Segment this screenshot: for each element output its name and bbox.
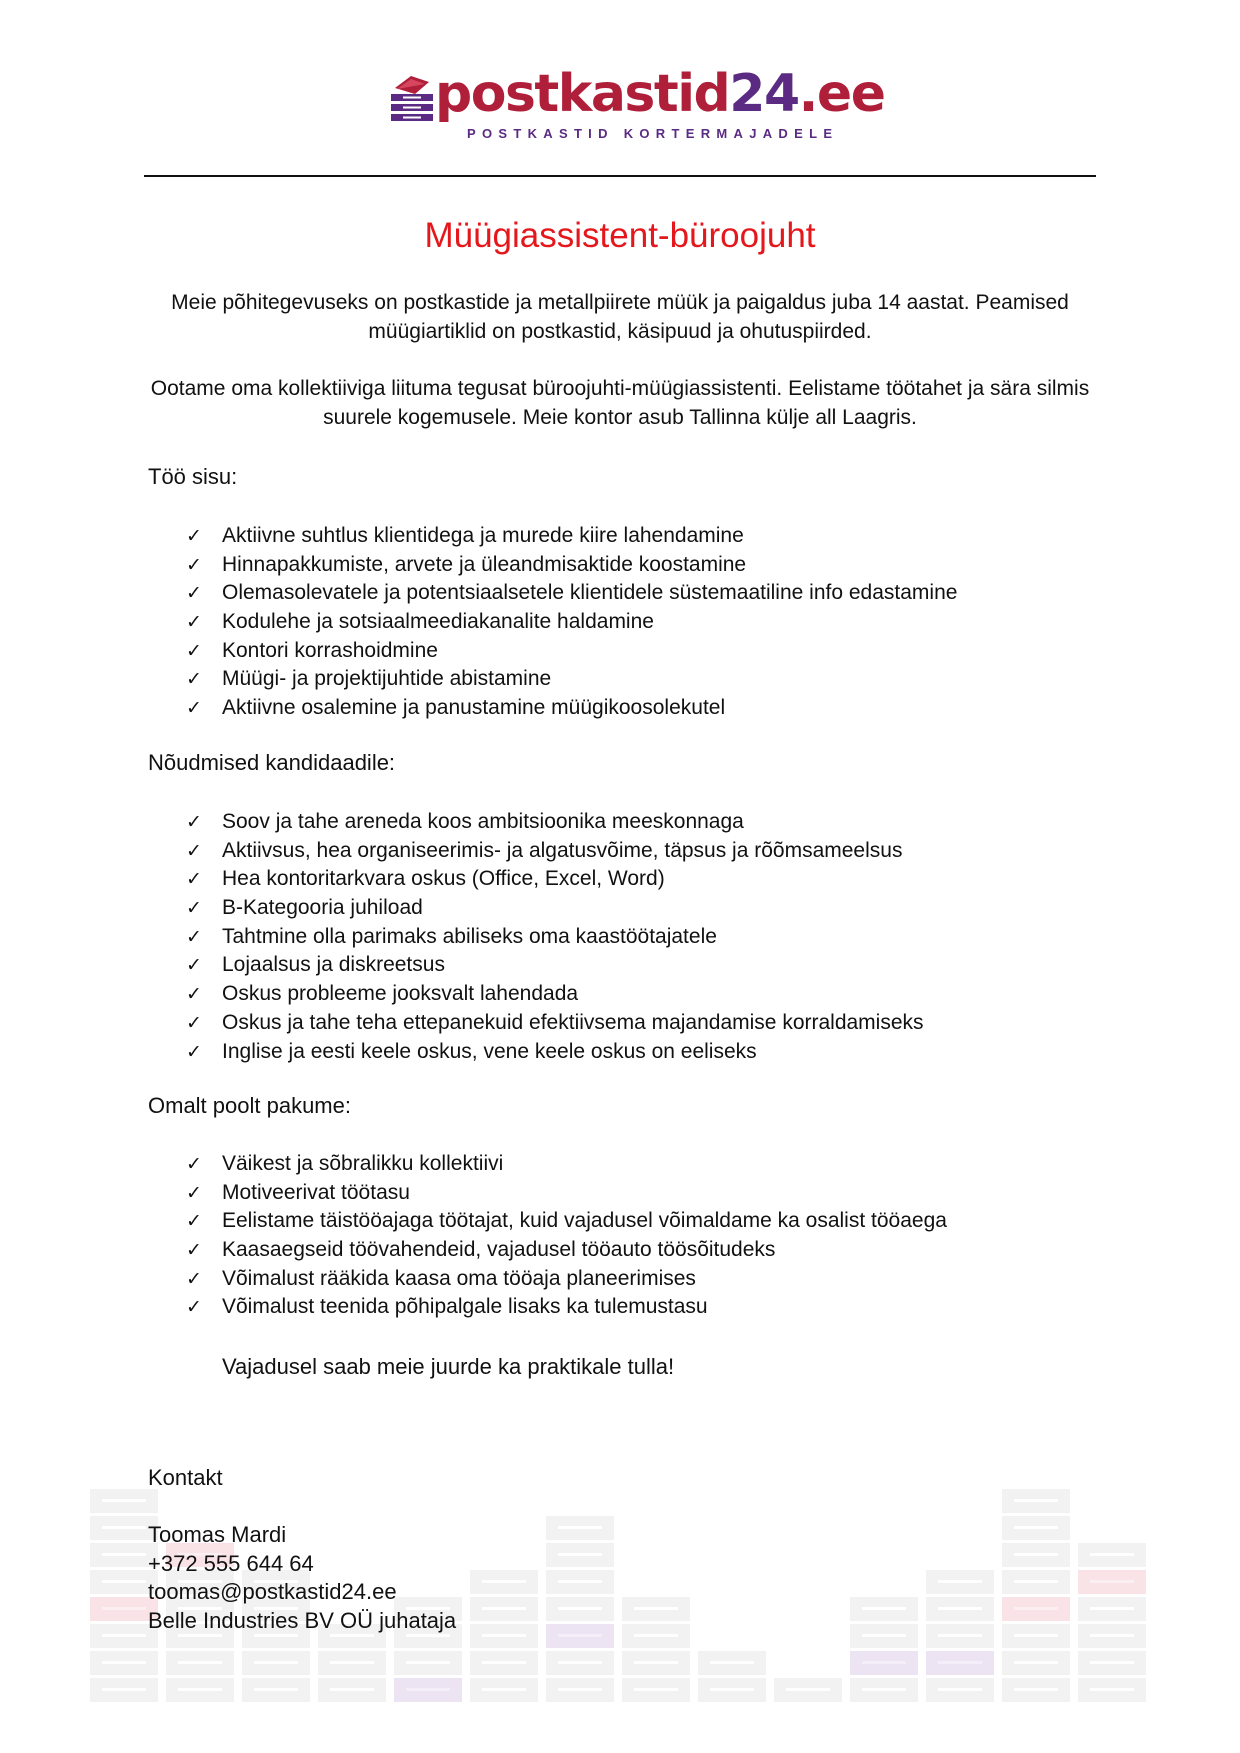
- checkmark-icon: ✓: [186, 582, 202, 605]
- list-item: [186, 1265, 947, 1294]
- list-item-text: Eelistame täistööajaga töötajat, kuid vajadusel võimaldame ka osalist tööaega: [222, 1209, 947, 1233]
- list-item-text: Motiveerivat töötasu: [222, 1180, 410, 1204]
- job-title: Müügiassistent-büroojuht: [424, 216, 816, 255]
- list-item: [186, 980, 924, 1009]
- checkmark-icon: ✓: [186, 697, 202, 720]
- list-item-text: Aktiivsus, hea organiseerimis- ja algatusvõime, täpsus ja rõõmsameelsus: [222, 838, 903, 862]
- list-item-text: Tahtmine olla parimaks abiliseks oma kaastöötajatele: [222, 924, 717, 948]
- list-item-text: Oskus ja tahe teha ettepanekuid efektiivsema majandamise korraldamiseks: [222, 1010, 924, 1034]
- contact-name: Toomas Mardi: [148, 1522, 287, 1547]
- list-item: [186, 951, 924, 980]
- intro-paragraph-company: Meie põhitegevuseks on postkastide ja metallpiirete müük ja paigaldus juba 14 aastat. Peamised müügiartiklid on postkastid, käsipuud ja ohutuspiirded.: [171, 291, 1069, 343]
- list-item: [186, 665, 957, 694]
- duties-list: [186, 522, 957, 723]
- practice-note: Vajadusel saab meie juurde ka praktikale tulla!: [222, 1354, 675, 1379]
- list-item: [186, 1207, 947, 1236]
- list-item-text: B-Kategooria juhiload: [222, 896, 423, 920]
- logo-brand-tld: .ee: [798, 64, 885, 124]
- list-item: [186, 694, 957, 723]
- list-item-text: Kodulehe ja sotsiaalmeediakanalite haldamine: [222, 610, 654, 634]
- checkmark-icon: ✓: [186, 954, 202, 977]
- logo-brand-prefix: postkastid: [435, 64, 730, 124]
- section-heading-requirements: Nõudmised kandidaadile:: [148, 750, 396, 775]
- contact-role: Belle Industries BV OÜ juhataja: [148, 1607, 457, 1633]
- list-item: [186, 894, 924, 923]
- checkmark-icon: ✓: [186, 1153, 202, 1175]
- list-item: [186, 923, 924, 952]
- contact-spacer: [148, 1493, 456, 1522]
- list-item: [186, 608, 957, 637]
- list-item-text: Võimalust teenida põhipalgale lisaks ka tulemustasu: [222, 1295, 708, 1319]
- checkmark-icon: ✓: [186, 1239, 202, 1262]
- logo-tagline: POSTKASTID KORTERMAJADELE: [467, 126, 839, 141]
- list-item: [186, 1236, 947, 1265]
- list-item-text: Inglise ja eesti keele oskus, vene keele oskus on eeliseks: [222, 1039, 757, 1063]
- requirements-list: [186, 808, 924, 1066]
- list-item: [186, 637, 957, 666]
- list-item: [186, 1293, 947, 1322]
- list-item-text: Lojaalsus ja diskreetsus: [222, 953, 445, 977]
- list-item-text: Aktiivne osalemine ja panustamine müügikoosolekutel: [222, 696, 726, 720]
- checkmark-icon: ✓: [186, 639, 202, 662]
- list-item: [186, 837, 924, 866]
- checkmark-icon: ✓: [186, 1210, 202, 1233]
- list-item: [186, 808, 924, 837]
- checkmark-icon: ✓: [186, 1181, 202, 1204]
- checkmark-icon: ✓: [186, 1267, 202, 1290]
- list-item-text: Soov ja tahe areneda koos ambitsioonika meeskonnaga: [222, 810, 744, 833]
- list-item: [186, 579, 957, 608]
- checkmark-icon: ✓: [186, 811, 202, 833]
- checkmark-icon: ✓: [186, 1011, 202, 1034]
- list-item-text: Müügi- ja projektijuhtide abistamine: [222, 667, 552, 691]
- checkmark-icon: ✓: [186, 868, 202, 891]
- offer-list: [186, 1150, 947, 1322]
- checkmark-icon: ✓: [186, 668, 202, 691]
- intro-paragraph-offer: Ootame oma kollektiiviga liituma tegusat büroojuhti-müügiassistenti. Eelistame töötahet ja sära silmis suurele kogemusele. Meie kontor asub Tallinna külje all Laagris.: [150, 377, 1090, 429]
- list-item: [186, 1009, 924, 1038]
- checkmark-icon: ✓: [186, 611, 202, 634]
- list-item: [186, 522, 957, 551]
- list-item-text: Hea kontoritarkvara oskus (Office, Excel, Word): [222, 867, 665, 891]
- list-item-text: Võimalust rääkida kaasa oma tööaja planeerimises: [222, 1266, 696, 1290]
- mailbox-stack-icon: [391, 72, 433, 128]
- section-heading-duties: Töö sisu:: [148, 464, 238, 489]
- contact-block: [148, 1464, 456, 1635]
- contact-email[interactable]: toomas@postkastid24.ee: [148, 1579, 397, 1604]
- checkmark-icon: ✓: [186, 925, 202, 948]
- list-item-text: Hinnapakkumiste, arvete ja üleandmisaktide koostamine: [222, 552, 747, 576]
- logo-wordmark: [435, 60, 884, 128]
- list-item-text: Kontori korrashoidmine: [222, 638, 438, 662]
- checkmark-icon: ✓: [186, 1296, 202, 1319]
- checkmark-icon: ✓: [186, 1040, 202, 1063]
- company-logo: [391, 64, 885, 146]
- list-item: [186, 1150, 947, 1179]
- section-heading-offer: Omalt poolt pakume:: [148, 1093, 351, 1118]
- checkmark-icon: ✓: [186, 525, 202, 547]
- checkmark-icon: ✓: [186, 553, 202, 576]
- checkmark-icon: ✓: [186, 897, 202, 920]
- checkmark-icon: ✓: [186, 983, 202, 1006]
- list-item: [186, 1179, 947, 1208]
- list-item-text: Oskus probleeme jooksvalt lahendada: [222, 982, 579, 1006]
- list-item: [186, 1038, 924, 1067]
- list-item: [186, 551, 957, 580]
- list-item-text: Väikest ja sõbralikku kollektiivi: [222, 1152, 504, 1175]
- contact-phone[interactable]: +372 555 644 64: [148, 1550, 314, 1576]
- list-item-text: Aktiivne suhtlus klientidega ja murede kiire lahendamine: [222, 524, 744, 547]
- list-item: [186, 865, 924, 894]
- list-item-text: Kaasaegseid töövahendeid, vajadusel tööauto töösõitudeks: [222, 1238, 776, 1262]
- header-divider: [144, 175, 1096, 177]
- logo-brand-number: 24: [729, 64, 799, 124]
- contact-heading: Kontakt: [148, 1465, 223, 1490]
- checkmark-icon: ✓: [186, 839, 202, 862]
- list-item-text: Olemasolevatele ja potentsiaalsetele klientidele süstemaatiline info edastamine: [222, 581, 958, 605]
